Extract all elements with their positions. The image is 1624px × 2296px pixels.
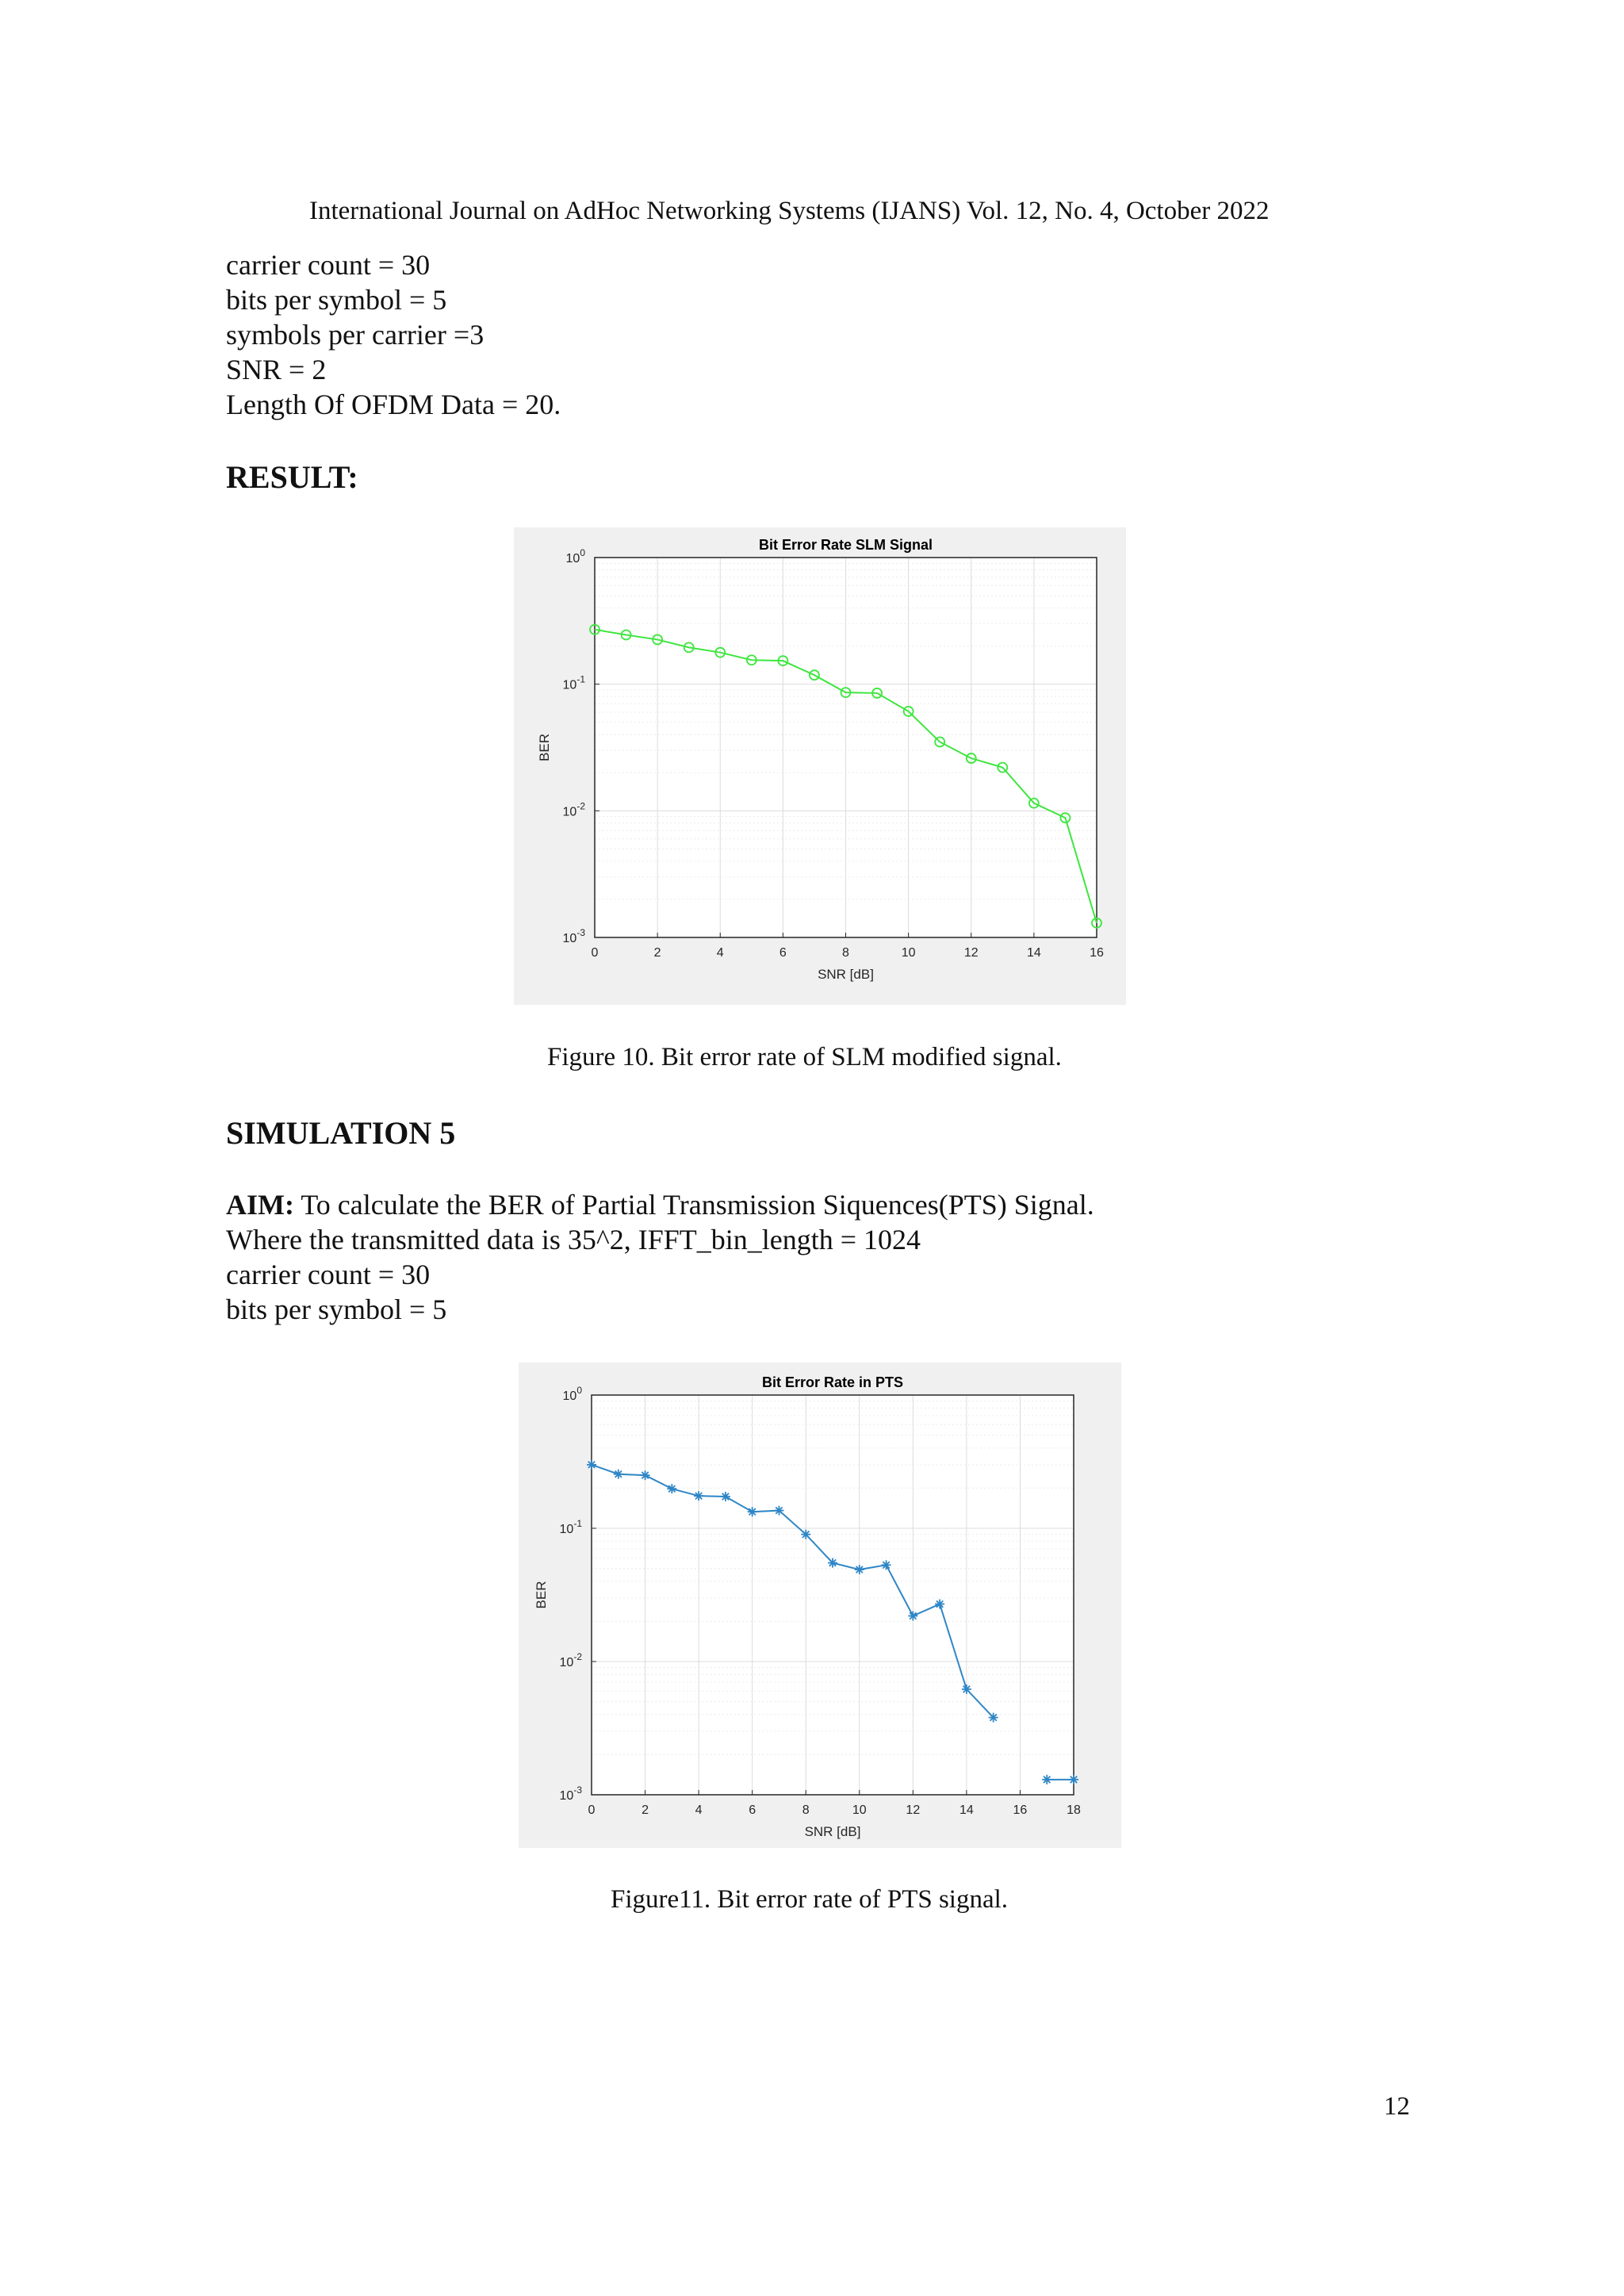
x-tick-label: 6 <box>779 946 787 960</box>
x-tick-label: 0 <box>588 1803 596 1817</box>
figure-10-caption: Figure 10. Bit error rate of SLM modified signal. <box>547 1043 1062 1071</box>
figure-11 <box>519 1363 1121 1848</box>
aim-text: To calculate the BER of Partial Transmission Siquences(PTS) Signal. <box>293 1189 1094 1221</box>
y-tick-label: $10^{-3}$ <box>559 1784 582 1803</box>
x-tick-label: 10 <box>901 946 916 960</box>
chart-title: Bit Error Rate SLM Signal <box>758 537 933 553</box>
aim-line <box>226 1187 1094 1222</box>
simulation-heading: SIMULATION 5 <box>226 1115 456 1151</box>
param-line: carrier count = 30 <box>226 1259 431 1290</box>
x-tick-label: 2 <box>642 1803 649 1817</box>
ber-slm-chart <box>514 527 1126 1005</box>
param-line: bits per symbol = 5 <box>226 284 447 316</box>
data-point <box>587 1460 596 1470</box>
x-axis-label: SNR [dB] <box>818 967 874 982</box>
y-tick-label: $10^{-3}$ <box>562 927 585 945</box>
x-tick-label: 8 <box>842 946 849 960</box>
figure-10 <box>514 527 1126 1005</box>
x-tick-label: 12 <box>963 946 979 960</box>
y-tick-label: $10^{-2}$ <box>559 1651 582 1669</box>
data-point <box>801 1530 810 1539</box>
y-tick-label: $10^0$ <box>565 547 585 565</box>
x-tick-label: 0 <box>591 946 599 960</box>
x-tick-label: 4 <box>716 946 724 960</box>
x-tick-label: 12 <box>906 1803 921 1817</box>
x-tick-label: 10 <box>852 1803 867 1817</box>
y-axis-label: BER <box>537 734 552 761</box>
data-point <box>882 1560 891 1570</box>
x-tick-label: 2 <box>653 946 661 960</box>
data-point <box>855 1565 864 1574</box>
y-axis-label: BER <box>534 1581 549 1609</box>
param-line: Length Of OFDM Data = 20. <box>226 389 561 420</box>
x-axis-label: SNR [dB] <box>804 1824 861 1839</box>
x-tick-label: 16 <box>1090 946 1104 960</box>
x-tick-label: 14 <box>959 1803 974 1817</box>
data-point <box>1069 1775 1078 1784</box>
data-point <box>908 1611 917 1620</box>
y-tick-label: $10^{-1}$ <box>562 673 585 692</box>
param-line: SNR = 2 <box>226 354 327 385</box>
plot-area <box>592 1395 1074 1795</box>
param-line: Where the transmitted data is 35^2, IFFT_bin_length = 1024 <box>226 1224 921 1255</box>
param-line: carrier count = 30 <box>226 249 431 281</box>
y-tick-label: $10^{-2}$ <box>562 800 585 819</box>
x-tick-label: 4 <box>695 1803 703 1817</box>
x-tick-label: 6 <box>749 1803 756 1817</box>
ber-pts-chart <box>519 1363 1121 1848</box>
page-number: 12 <box>1384 2092 1410 2121</box>
data-point <box>935 1600 944 1609</box>
x-tick-label: 16 <box>1013 1803 1028 1817</box>
result-heading: RESULT: <box>226 459 358 495</box>
data-point <box>962 1685 971 1694</box>
y-tick-label: $10^{-1}$ <box>559 1518 582 1536</box>
x-tick-label: 8 <box>802 1803 810 1817</box>
data-point <box>828 1558 837 1568</box>
figure-11-caption: Figure11. Bit error rate of PTS signal. <box>611 1885 1009 1914</box>
x-tick-label: 18 <box>1067 1803 1081 1817</box>
param-line: symbols per carrier =3 <box>226 319 485 351</box>
param-line: bits per symbol = 5 <box>226 1294 447 1325</box>
x-tick-label: 14 <box>1026 946 1041 960</box>
y-tick-label: $10^0$ <box>562 1385 582 1403</box>
chart-title: Bit Error Rate in PTS <box>761 1374 904 1390</box>
journal-header: International Journal on AdHoc Networking Systems (IJANS) Vol. 12, No. 4, October 2022 <box>309 197 1270 225</box>
aim-label: AIM: <box>226 1189 294 1221</box>
